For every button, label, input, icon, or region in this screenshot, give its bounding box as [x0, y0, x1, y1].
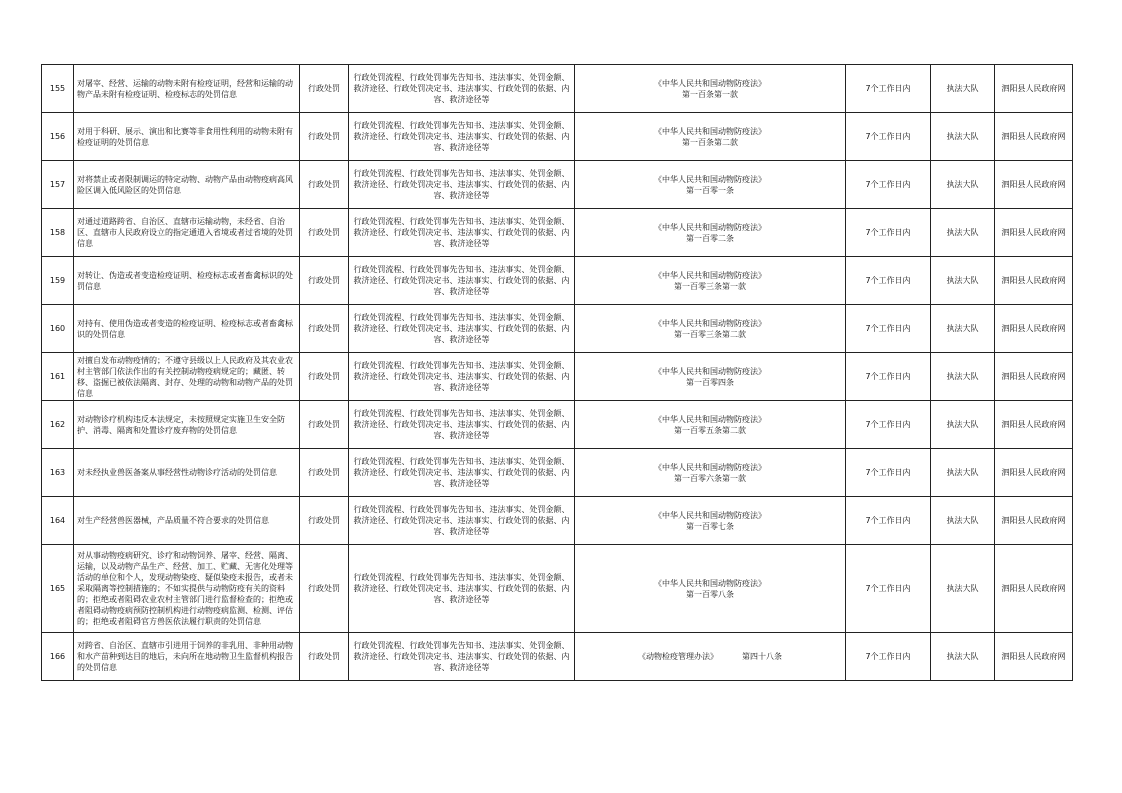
disclosure-time: 7个工作日内 — [846, 257, 931, 305]
law-name: 《中华人民共和国动物防疫法》 — [654, 366, 766, 376]
disclosure-time: 7个工作日内 — [846, 401, 931, 449]
row-number: 157 — [42, 161, 74, 209]
item-type: 行政处罚 — [300, 633, 349, 681]
table-row — [42, 449, 1073, 497]
item-name: 对未经执业兽医备案从事经营性动物诊疗活动的处罚信息 — [74, 449, 300, 497]
legal-basis — [575, 449, 846, 497]
law-name: 《中华人民共和国动物防疫法》 — [654, 414, 766, 424]
item-name: 对持有、使用伪造或者变造的检疫证明、检疫标志或者畜禽标识的处罚信息 — [74, 305, 300, 353]
legal-basis — [575, 209, 846, 257]
disclosure-time: 7个工作日内 — [846, 497, 931, 545]
row-number: 158 — [42, 209, 74, 257]
legal-basis — [575, 401, 846, 449]
disclosure-time: 7个工作日内 — [846, 353, 931, 401]
legal-basis — [575, 161, 846, 209]
disclosure-channel: 泗阳县人民政府网 — [995, 65, 1073, 113]
item-name: 对用于科研、展示、演出和比赛等非食用性利用的动物未附有检疫证明的处罚信息 — [74, 113, 300, 161]
item-name: 对跨省、自治区、直辖市引进用于饲养的非乳用、非种用动物和水产苗种到达目的地后，未向所在地动物卫生监督机构报告的处罚信息 — [74, 633, 300, 681]
item-type: 行政处罚 — [300, 257, 349, 305]
law-article: 第一百零一条 — [686, 185, 734, 195]
law-article: 第一百条第一款 — [682, 89, 738, 99]
disclosure-channel: 泗阳县人民政府网 — [995, 497, 1073, 545]
responsible-unit: 执法大队 — [931, 65, 995, 113]
disclosure-channel: 泗阳县人民政府网 — [995, 353, 1073, 401]
responsible-unit: 执法大队 — [931, 305, 995, 353]
disclosure-content: 行政处罚流程、行政处罚事先告知书、违法事实、处罚金额、救济途径、行政处罚决定书、违法事实、行政处罚的依据、内容、救济途径等 — [349, 353, 575, 401]
disclosure-time: 7个工作日内 — [846, 449, 931, 497]
law-name: 《动物检疫管理办法》 — [638, 652, 718, 661]
disclosure-time: 7个工作日内 — [846, 161, 931, 209]
disclosure-channel: 泗阳县人民政府网 — [995, 545, 1073, 633]
table-row — [42, 401, 1073, 449]
row-number: 155 — [42, 65, 74, 113]
responsible-unit: 执法大队 — [931, 113, 995, 161]
item-name: 对动物诊疗机构违反本法规定，未按照规定实施卫生安全防护、消毒、隔离和处置诊疗废弃物的处罚信息 — [74, 401, 300, 449]
legal-basis — [575, 113, 846, 161]
disclosure-channel: 泗阳县人民政府网 — [995, 209, 1073, 257]
disclosure-time: 7个工作日内 — [846, 209, 931, 257]
table-row — [42, 353, 1073, 401]
law-name: 《中华人民共和国动物防疫法》 — [654, 174, 766, 184]
law-name: 《中华人民共和国动物防疫法》 — [654, 462, 766, 472]
item-type: 行政处罚 — [300, 305, 349, 353]
item-name: 对屠宰、经营、运输的动物未附有检疫证明，经营和运输的动物产品未附有检疫证明、检疫标志的处罚信息 — [74, 65, 300, 113]
law-article: 第一百零三条第一款 — [674, 281, 746, 291]
law-name: 《中华人民共和国动物防疫法》 — [654, 222, 766, 232]
table-row — [42, 113, 1073, 161]
item-type: 行政处罚 — [300, 161, 349, 209]
disclosure-channel: 泗阳县人民政府网 — [995, 401, 1073, 449]
row-number: 156 — [42, 113, 74, 161]
responsible-unit: 执法大队 — [931, 497, 995, 545]
row-number: 160 — [42, 305, 74, 353]
row-number: 161 — [42, 353, 74, 401]
disclosure-channel: 泗阳县人民政府网 — [995, 449, 1073, 497]
table-row — [42, 257, 1073, 305]
item-name: 对从事动物疫病研究、诊疗和动物饲养、屠宰、经营、隔离、运输，以及动物产品生产、经营、加工、贮藏、无害化处理等活动的单位和个人，发现动物染疫、疑似染疫未报告，或者未采取隔离等控制措施的；不如实提供与动物防疫有关的资料的；拒绝或者阻碍农业农村主管部门进行监督检查的；拒绝或者阻碍动物疫病预防控制机构进行动物疫病监测、检测、评估的；拒绝或者阻碍官方兽医依法履行职责的处罚信息 — [74, 545, 300, 633]
disclosure-content: 行政处罚流程、行政处罚事先告知书、违法事实、处罚金额、救济途径、行政处罚决定书、违法事实、行政处罚的依据、内容、救济途径等 — [349, 401, 575, 449]
law-name: 《中华人民共和国动物防疫法》 — [654, 578, 766, 588]
disclosure-content: 行政处罚流程、行政处罚事先告知书、违法事实、处罚金额、救济途径、行政处罚决定书、违法事实、行政处罚的依据、内容、救济途径等 — [349, 257, 575, 305]
responsible-unit: 执法大队 — [931, 161, 995, 209]
legal-basis — [575, 497, 846, 545]
disclosure-table — [41, 64, 1073, 681]
legal-basis — [575, 257, 846, 305]
disclosure-channel: 泗阳县人民政府网 — [995, 161, 1073, 209]
law-article: 第一百条第二款 — [682, 137, 738, 147]
responsible-unit: 执法大队 — [931, 209, 995, 257]
table-row — [42, 545, 1073, 633]
row-number: 159 — [42, 257, 74, 305]
responsible-unit: 执法大队 — [931, 545, 995, 633]
law-article: 第一百零三条第二款 — [674, 329, 746, 339]
law-name: 《中华人民共和国动物防疫法》 — [654, 78, 766, 88]
item-type: 行政处罚 — [300, 209, 349, 257]
disclosure-content: 行政处罚流程、行政处罚事先告知书、违法事实、处罚金额、救济途径、行政处罚决定书、违法事实、行政处罚的依据、内容、救济途径等 — [349, 113, 575, 161]
table-row — [42, 65, 1073, 113]
responsible-unit: 执法大队 — [931, 633, 995, 681]
law-article: 第一百零二条 — [686, 233, 734, 243]
legal-basis — [575, 305, 846, 353]
disclosure-content: 行政处罚流程、行政处罚事先告知书、违法事实、处罚金额、救济途径、行政处罚决定书、违法事实、行政处罚的依据、内容、救济途径等 — [349, 305, 575, 353]
row-number: 162 — [42, 401, 74, 449]
row-number: 163 — [42, 449, 74, 497]
law-name: 《中华人民共和国动物防疫法》 — [654, 270, 766, 280]
table-row — [42, 209, 1073, 257]
law-name: 《中华人民共和国动物防疫法》 — [654, 126, 766, 136]
disclosure-time: 7个工作日内 — [846, 633, 931, 681]
item-type: 行政处罚 — [300, 449, 349, 497]
law-name: 《中华人民共和国动物防疫法》 — [654, 510, 766, 520]
disclosure-channel: 泗阳县人民政府网 — [995, 113, 1073, 161]
law-article: 第四十八条 — [742, 652, 782, 661]
item-name: 对生产经营兽医器械，产品质量不符合要求的处罚信息 — [74, 497, 300, 545]
disclosure-content: 行政处罚流程、行政处罚事先告知书、违法事实、处罚金额、救济途径、行政处罚决定书、违法事实、行政处罚的依据、内容、救济途径等 — [349, 161, 575, 209]
law-article: 第一百零五条第二款 — [674, 425, 746, 435]
disclosure-content: 行政处罚流程、行政处罚事先告知书、违法事实、处罚金额、救济途径、行政处罚决定书、违法事实、行政处罚的依据、内容、救济途径等 — [349, 545, 575, 633]
row-number: 166 — [42, 633, 74, 681]
item-type: 行政处罚 — [300, 497, 349, 545]
table-row — [42, 161, 1073, 209]
item-name: 对通过道路跨省、自治区、直辖市运输动物，未经省、自治区、直辖市人民政府设立的指定通道入省境或者过省境的处罚信息 — [74, 209, 300, 257]
responsible-unit: 执法大队 — [931, 401, 995, 449]
table-body — [42, 65, 1073, 681]
responsible-unit: 执法大队 — [931, 257, 995, 305]
law-article: 第一百零七条 — [686, 521, 734, 531]
legal-basis — [575, 353, 846, 401]
disclosure-content: 行政处罚流程、行政处罚事先告知书、违法事实、处罚金额、救济途径、行政处罚决定书、违法事实、行政处罚的依据、内容、救济途径等 — [349, 65, 575, 113]
row-number: 165 — [42, 545, 74, 633]
item-type: 行政处罚 — [300, 401, 349, 449]
responsible-unit: 执法大队 — [931, 449, 995, 497]
item-type: 行政处罚 — [300, 353, 349, 401]
legal-basis — [575, 545, 846, 633]
disclosure-content: 行政处罚流程、行政处罚事先告知书、违法事实、处罚金额、救济途径、行政处罚决定书、违法事实、行政处罚的依据、内容、救济途径等 — [349, 633, 575, 681]
disclosure-time: 7个工作日内 — [846, 545, 931, 633]
legal-basis — [575, 65, 846, 113]
table-row — [42, 633, 1073, 681]
legal-basis — [575, 633, 846, 681]
item-type: 行政处罚 — [300, 545, 349, 633]
disclosure-content: 行政处罚流程、行政处罚事先告知书、违法事实、处罚金额、救济途径、行政处罚决定书、违法事实、行政处罚的依据、内容、救济途径等 — [349, 497, 575, 545]
disclosure-content: 行政处罚流程、行政处罚事先告知书、违法事实、处罚金额、救济途径、行政处罚决定书、违法事实、行政处罚的依据、内容、救济途径等 — [349, 209, 575, 257]
item-type: 行政处罚 — [300, 113, 349, 161]
disclosure-content: 行政处罚流程、行政处罚事先告知书、违法事实、处罚金额、救济途径、行政处罚决定书、违法事实、行政处罚的依据、内容、救济途径等 — [349, 449, 575, 497]
item-type: 行政处罚 — [300, 65, 349, 113]
responsible-unit: 执法大队 — [931, 353, 995, 401]
law-article: 第一百零八条 — [686, 589, 734, 599]
item-name: 对转让、伪造或者变造检疫证明、检疫标志或者畜禽标识的处罚信息 — [74, 257, 300, 305]
disclosure-time: 7个工作日内 — [846, 113, 931, 161]
law-article: 第一百零四条 — [686, 377, 734, 387]
row-number: 164 — [42, 497, 74, 545]
disclosure-time: 7个工作日内 — [846, 65, 931, 113]
law-name: 《中华人民共和国动物防疫法》 — [654, 318, 766, 328]
item-name: 对擅自发布动物疫情的；不遵守县级以上人民政府及其农业农村主管部门依法作出的有关控制动物疫病规定的；藏匿、转移、盗掘已被依法隔离、封存、处理的动物和动物产品的处罚信息 — [74, 353, 300, 401]
disclosure-channel: 泗阳县人民政府网 — [995, 257, 1073, 305]
law-article: 第一百零六条第一款 — [674, 473, 746, 483]
table-row — [42, 305, 1073, 353]
disclosure-time: 7个工作日内 — [846, 305, 931, 353]
table-row — [42, 497, 1073, 545]
disclosure-channel: 泗阳县人民政府网 — [995, 633, 1073, 681]
item-name: 对将禁止或者限制调运的特定动物、动物产品由动物疫病高风险区调入低风险区的处罚信息 — [74, 161, 300, 209]
disclosure-channel: 泗阳县人民政府网 — [995, 305, 1073, 353]
